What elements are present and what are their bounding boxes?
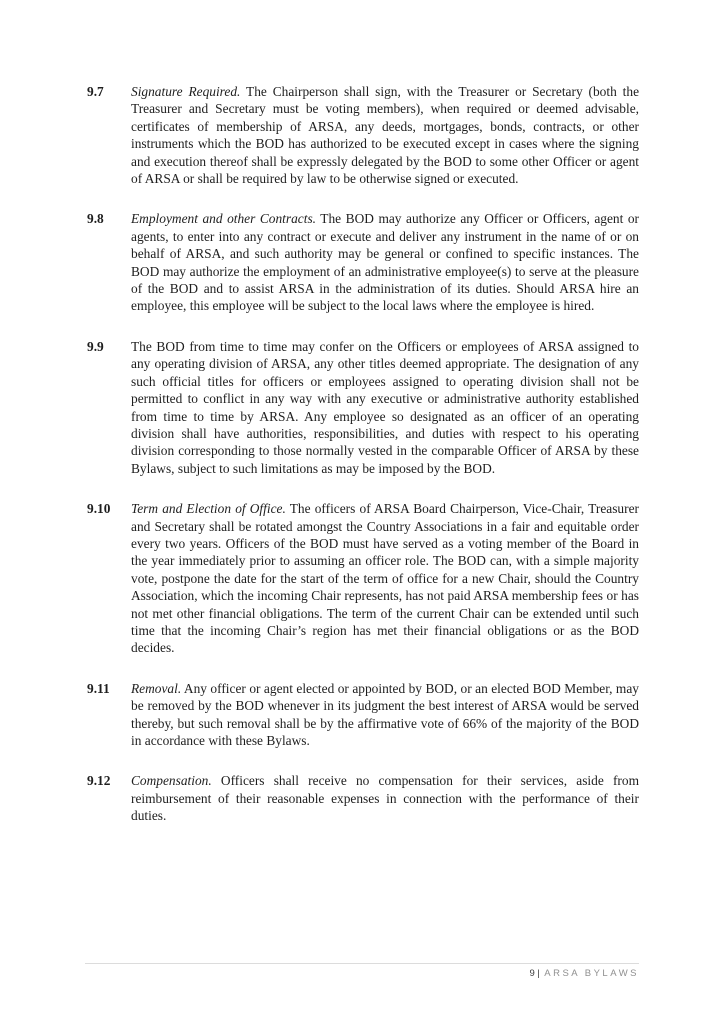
section-lead: Signature Required.	[131, 84, 241, 99]
section-body: The BOD from time to time may confer on the Officers or employees of ARSA assigned to any operating division of ARSA, any other titles deemed appropriate. The designation of any such official titles for officers or employees assigned to operating division shall not be permitted to conflict in any way with any executive or administrative authority established from time to time by ARSA. Any employee so designated as an officer of an operating division shall have authorities, responsibilities, and duties with respect to his operating division corresponding to those normally vested in the comparable Officer of ARSA by these Bylaws, subject to such limitations as may be imposed by the BOD.	[131, 338, 639, 476]
section-text	[131, 680, 639, 750]
section-lead: Employment and other Contracts.	[131, 211, 317, 227]
section-body: The Chairperson shall sign, with the Treasurer or Secretary (both the Treasurer and Secretary must be voting members), when required or deemed advisable, certificates of membership of ARSA, any deeds, mortgages, bonds, contracts, or other instruments which the BOD has authorized to be executed except in cases where the signing and execution thereof shall be expressly delegated by the BOD to some other Officer or agent of ARSA or shall be required by law to be otherwise signed or executed.	[131, 84, 640, 187]
section-text	[131, 83, 639, 187]
page-footer	[85, 963, 639, 979]
section-text	[131, 772, 639, 824]
section-body: Officers shall receive no compensation for their services, aside from reimbursement of their reasonable expenses in connection with the performance of their duties.	[131, 773, 639, 824]
bylaw-section-9-12	[87, 772, 639, 824]
bylaw-section-9-11	[87, 680, 639, 750]
bylaw-section-9-8	[87, 210, 639, 314]
section-number: 9.11	[87, 680, 110, 696]
section-lead: Term and Election of Office.	[131, 501, 286, 517]
section-body: Any officer or agent elected or appointed by BOD, or an elected BOD Member, may be removed by the BOD whenever in its judgment the best interest of ARSA would be served thereby, but such removal shall be by the affirmative vote of 66% of the majority of the BOD in accordance with these Bylaws.	[131, 680, 639, 748]
section-number: 9.9	[87, 338, 104, 354]
section-number: 9.8	[87, 211, 104, 227]
section-lead: Removal.	[131, 680, 182, 696]
section-text	[131, 338, 639, 477]
footer-separator: |	[537, 968, 543, 979]
bylaw-section-9-7	[87, 83, 639, 187]
bylaw-section-9-9	[87, 338, 639, 477]
section-text	[131, 500, 639, 657]
section-lead: Compensation.	[131, 773, 212, 789]
section-body: The BOD may authorize any Officer or Officers, agent or agents, to enter into any contract or execute and deliver any instrument in the name of or on behalf of ARSA, and such authority may be general or confined to specific instances. The BOD may authorize the employment of an administrative employee(s) to serve at the pleasure of the BOD and to assist ARSA in the administration of its duties. Should ARSA hire an employee, this employee will be subject to the local laws where the employee is hired.	[131, 211, 639, 314]
bylaws-content	[87, 83, 639, 848]
footer-doc-title: ARSA BYLAWS	[544, 968, 639, 979]
section-number: 9.12	[87, 773, 111, 789]
section-text	[131, 210, 639, 314]
section-number: 9.10	[87, 501, 111, 517]
section-number: 9.7	[87, 84, 104, 99]
bylaw-section-9-10	[87, 500, 639, 657]
footer-page-number: 9	[529, 968, 538, 979]
section-body: The officers of ARSA Board Chairperson, Vice-Chair, Treasurer and Secretary shall be rotated amongst the Country Associations in a fair and equitable order every two years. Officers of the BOD must have served as a voting member of the Board in the year immediately prior to assuming an officer role. The BOD can, with a simple majority vote, postpone the date for the start of the term of office for a new Chair, should the Country Association, which the incoming Chair represents, has not paid ARSA membership fees or has not met other financial obligations. The term of the current Chair can be extended until such time that the incoming Chair’s region has met their financial obligations or as the BOD decides.	[131, 501, 639, 656]
